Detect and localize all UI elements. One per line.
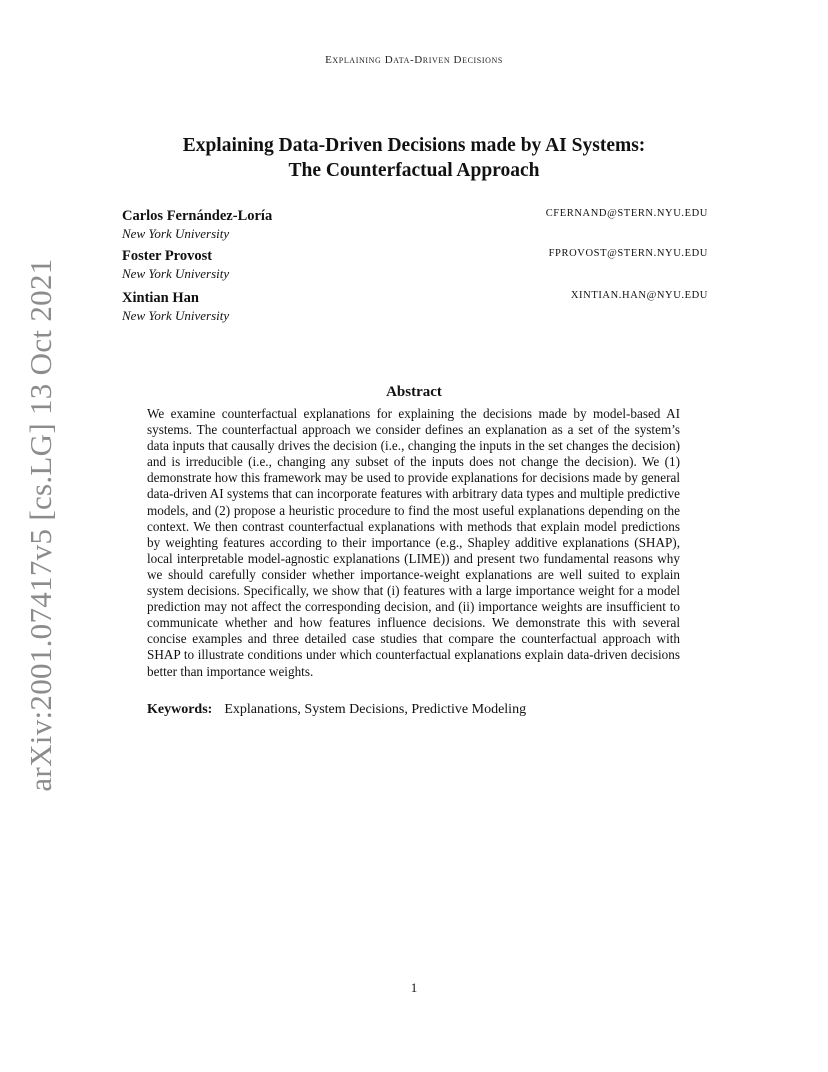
- running-head: Explaining Data-Driven Decisions: [325, 54, 503, 66]
- page-number: 1: [410, 980, 418, 995]
- paper-title-line-1: Explaining Data-Driven Decisions made by AI Systems:: [182, 135, 646, 156]
- keywords-line: [147, 702, 707, 718]
- author-name: Foster Provost: [122, 248, 213, 264]
- author-affiliation: New York University: [122, 266, 230, 281]
- author-email[interactable]: FPROVOST@STERN.NYU.EDU: [548, 248, 708, 259]
- author-name: Carlos Fernández-Loría: [122, 208, 273, 224]
- author-block-1: [122, 207, 708, 243]
- author-affiliation: New York University: [122, 226, 230, 241]
- paper-title: [100, 133, 728, 183]
- keywords-value: Explanations, System Decisions, Predictive Modeling: [224, 702, 527, 717]
- paper-title-line-2: The Counterfactual Approach: [288, 160, 540, 181]
- arxiv-identifier-stamp: arXiv:2001.07417v5 [cs.LG] 13 Oct 2021: [23, 258, 58, 792]
- keywords-label: Keywords:: [147, 702, 213, 717]
- abstract-heading: Abstract: [386, 384, 442, 400]
- abstract-text: We examine counterfactual explanations for explaining the decisions made by model-based AI systems. The counterfactual approach we consider defines an explanation as a set of the system’s data inputs that causally drives the decision (i.e., changing the inputs in the set changes the decision) and is irreducible (i.e., changing any subset of the inputs does not change the decision). We (1) demonstrate how this framework may be used to provide explanations for decisions made by general data-driven AI systems that can incorporate features with arbitrary data types and multiple predictive models, and (2) propose a heuristic procedure to find the most useful explanations depending on the context. We then contrast counterfactual explanations with methods that explain model predictions by weighting features according to their importance (e.g., Shapley additive explanations (SHAP), local interpretable model-agnostic explanations (LIME)) and present two fundamental reasons why we should carefully consider whether importance-weight explanations are well suited to explain system decisions. Specifically, we show that (i) features with a large importance weight for a model prediction may not affect the corresponding decision, and (ii) importance weights are insufficient to communicate whether and how features influence decisions. We demonstrate this with several concise examples and three detailed case studies that compare the counterfactual approach with SHAP to illustrate conditions under which counterfactual explanations explain data-driven decisions better than importance weights.: [147, 406, 680, 679]
- author-block-3: [122, 289, 708, 325]
- author-email[interactable]: XINTIAN.HAN@NYU.EDU: [570, 290, 708, 301]
- author-block-2: [122, 247, 708, 283]
- author-affiliation: New York University: [122, 308, 230, 323]
- author-name: Xintian Han: [122, 290, 199, 306]
- author-email[interactable]: CFERNAND@STERN.NYU.EDU: [545, 208, 708, 219]
